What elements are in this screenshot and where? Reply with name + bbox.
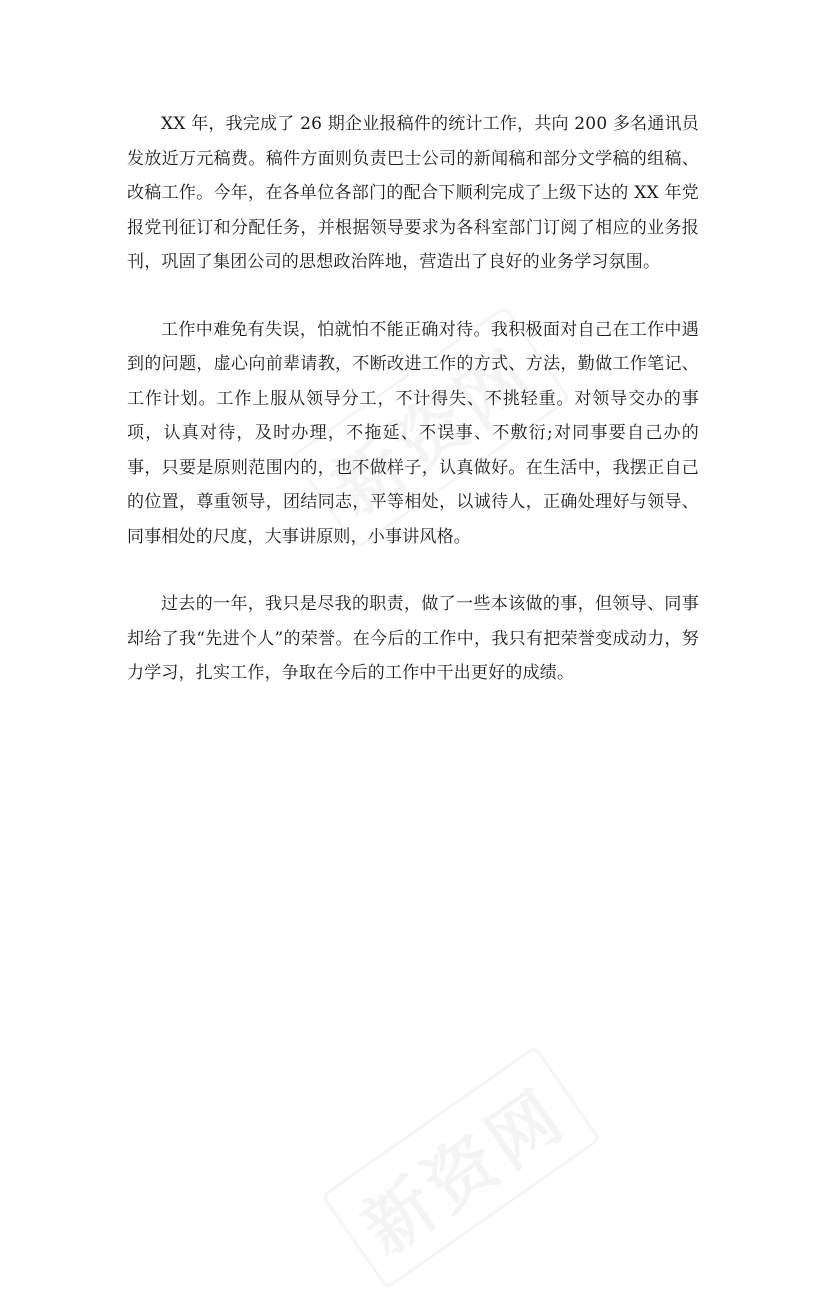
paragraph-3: 过去的一年，我只是尽我的职责，做了一些本该做的事，但领导、同事却给了我“先进个人”的荣誉。在今后的工作中，我只有把荣誉变成动力，努力学习，扎实工作，争取在今后的工作中干出更好的成绩。 [127, 594, 699, 683]
paragraph-1: XX 年，我完成了 26 期企业报稿件的统计工作，共向 200 多名通讯员发放近万元稿费。稿件方面则负责巴士公司的新闻稿和部分文学稿的组稿、改稿工作。今年，在各单位各部门的配合下顺利完成了上级下达的 XX 年党报党刊征订和分配任务，并根据领导要求为各科室部门订阅了相应的业务报刊，巩固了集团公司的思想政治阵地，营造出了良好的业务学习氛围。 [127, 114, 699, 272]
paragraph-2: 工作中难免有失误，怕就怕不能正确对待。我积极面对自己在工作中遇到的问题，虚心向前辈请教，不断改进工作的方式、方法，勤做工作笔记、工作计划。工作上服从领导分工，不计得失、不挑轻重。对领导交办的事项，认真对待，及时办理，不拖延、不误事、不敷衍;对同事要自己办的事，只要是原则范围内的，也不做样子，认真做好。在生活中，我摆正自己的位置，尊重领导，团结同志，平等相处，以诚待人，正确处理好与领导、同事相处的尺度，大事讲原则，小事讲风格。 [127, 319, 699, 547]
document-body [127, 107, 699, 724]
watermark [321, 1045, 602, 1289]
